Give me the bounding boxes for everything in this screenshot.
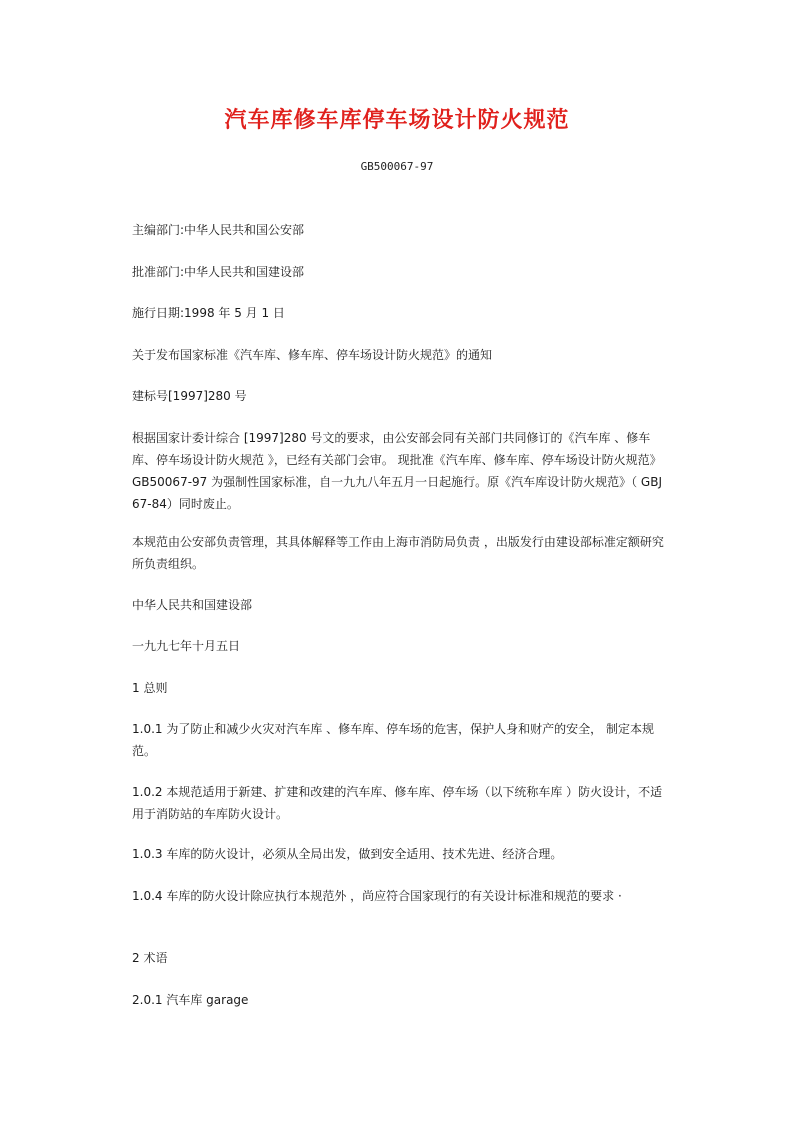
- clause-1-0-3: 1.0.3 车库的防火设计，必须从全局出发，做到安全适用、技术先进、经济合理。: [132, 847, 563, 861]
- paragraph-management: 本规范由公安部负责管理，其具体解释等工作由上海市消防局负责 ，出版发行由建设部标准定额研究所负责组织。: [132, 535, 664, 571]
- paragraph-issuer: 中华人民共和国建设部: [132, 598, 253, 612]
- paragraph-approval-department: 批准部门:中华人民共和国建设部: [132, 265, 305, 279]
- clause-1-0-2: 1.0.2 本规范适用于新建、扩建和改建的汽车库、修车库、停车场（以下统称车库 ）防火设计，不适用于消防站的车库防火设计。: [132, 785, 663, 821]
- section-heading-general: 1 总则: [132, 681, 168, 695]
- paragraph-notice-title: 关于发布国家标准《汽车库、修车库、停车场设计防火规范》的通知: [132, 348, 493, 362]
- document-title: 汽车库修车库停车场设计防火规范: [224, 107, 570, 133]
- standard-code: GB500067-97: [360, 160, 434, 173]
- paragraph-chief-department: 主编部门:中华人民共和国公安部: [132, 223, 305, 237]
- section-heading-terms: 2 术语: [132, 951, 168, 965]
- clause-2-0-1: 2.0.1 汽车库 garage: [132, 993, 249, 1007]
- paragraph-document-number: 建标号[1997]280 号: [132, 389, 247, 403]
- clause-1-0-4: 1.0.4 车库的防火设计除应执行本规范外 ，尚应符合国家现行的有关设计标准和规范的要求 ·: [132, 889, 622, 903]
- clause-1-0-1: 1.0.1 为了防止和减少火灾对汽车库 、修车库、停车场的危害，保护人身和财产的安全， 制定本规范。: [132, 722, 654, 758]
- paragraph-issue-date: 一九九七年十月五日: [132, 639, 241, 653]
- paragraph-effective-date: 施行日期:1998 年 5 月 1 日: [132, 306, 285, 320]
- paragraph-notice-body: 根据国家计委计综合 [1997]280 号文的要求，由公安部会同有关部门共同修订的《汽车库 、修车库、停车场设计防火规范 》，已经有关部门会审。 现批准《汽车库、修车库、停车场设计防火规范》GB50067-97 为强制性国家标准，自一九九八年五月一日起施行。原《汽车库设计防火规范》（ GBJ67-84）同时废止。: [132, 431, 663, 511]
